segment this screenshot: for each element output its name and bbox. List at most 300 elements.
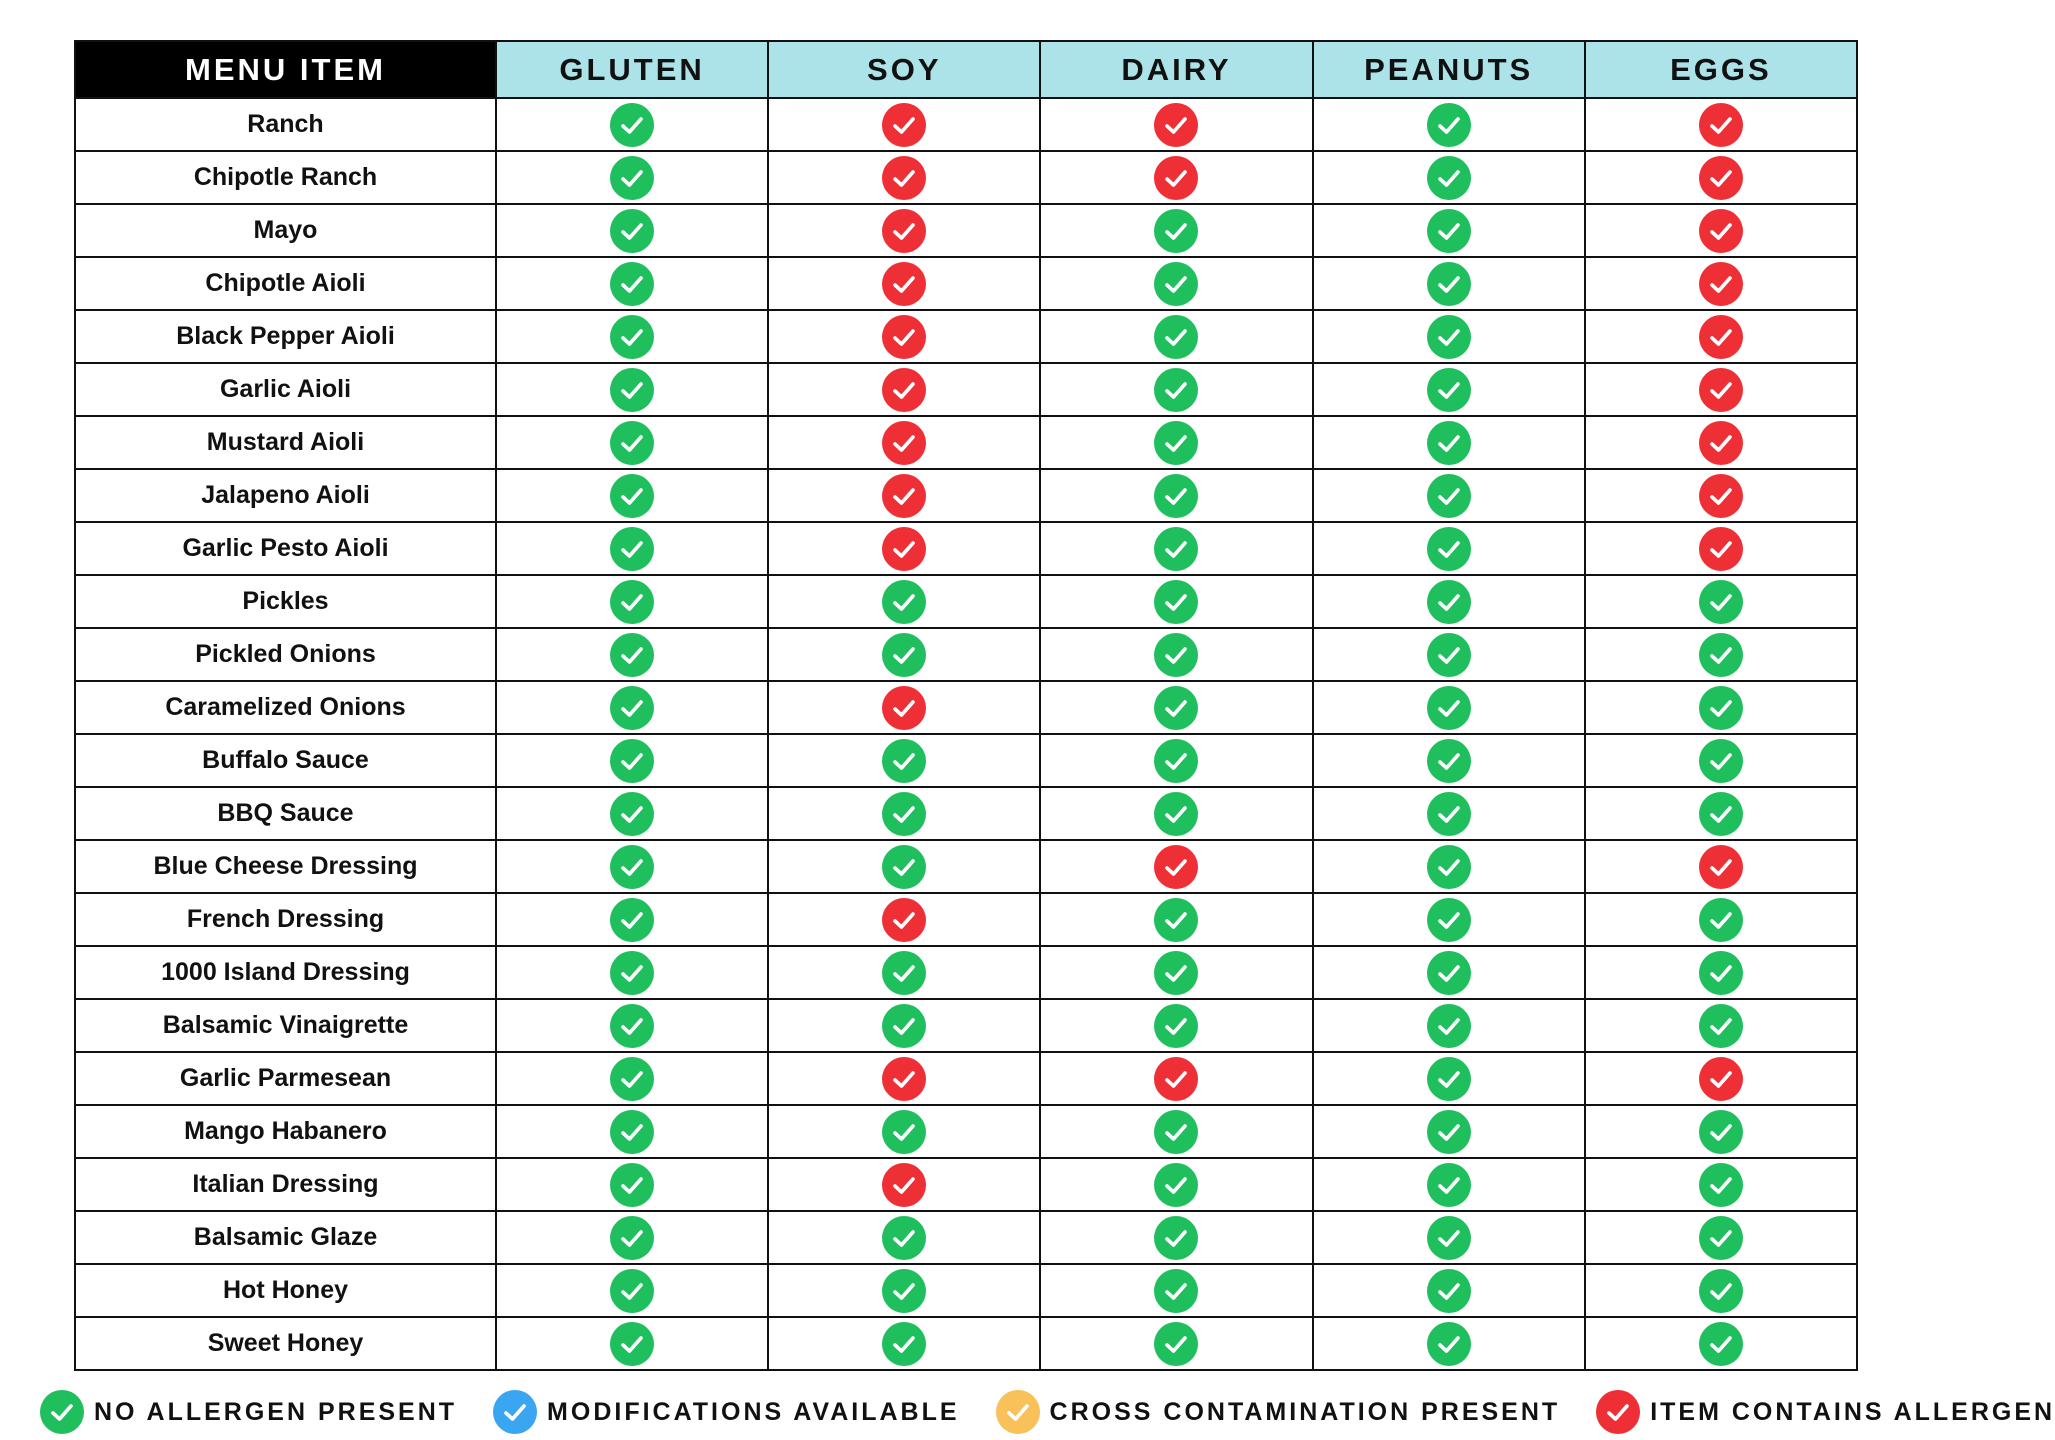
cell-peanuts [1313, 787, 1585, 840]
cell-soy [768, 151, 1040, 204]
cell-dairy [1040, 416, 1312, 469]
cell-gluten [496, 1105, 768, 1158]
menu-item-name: French Dressing [75, 893, 496, 946]
green-check-icon [610, 792, 654, 836]
menu-item-name: Hot Honey [75, 1264, 496, 1317]
cell-eggs [1585, 310, 1857, 363]
table-row [75, 1052, 1857, 1105]
green-check-icon [1154, 1216, 1198, 1260]
menu-item-name: Pickles [75, 575, 496, 628]
red-check-icon [1699, 845, 1743, 889]
cell-eggs [1585, 1211, 1857, 1264]
cell-eggs [1585, 1264, 1857, 1317]
menu-item-name: Blue Cheese Dressing [75, 840, 496, 893]
cell-dairy [1040, 204, 1312, 257]
cell-soy [768, 1211, 1040, 1264]
cell-soy [768, 522, 1040, 575]
legend-item [40, 1390, 457, 1434]
green-check-icon [1699, 792, 1743, 836]
cell-soy [768, 257, 1040, 310]
menu-item-name: Mango Habanero [75, 1105, 496, 1158]
table-row [75, 628, 1857, 681]
menu-item-name: Pickled Onions [75, 628, 496, 681]
table-row [75, 416, 1857, 469]
cell-eggs [1585, 522, 1857, 575]
red-check-icon [1154, 156, 1198, 200]
green-check-icon [1154, 421, 1198, 465]
green-check-icon [1427, 792, 1471, 836]
red-check-icon [1699, 474, 1743, 518]
green-check-icon [1154, 1004, 1198, 1048]
cell-dairy [1040, 151, 1312, 204]
cell-gluten [496, 469, 768, 522]
green-check-icon [610, 315, 654, 359]
green-check-icon [1427, 580, 1471, 624]
green-check-icon [882, 1216, 926, 1260]
green-check-icon [1154, 1110, 1198, 1154]
red-check-icon [882, 898, 926, 942]
green-check-icon [1427, 103, 1471, 147]
table-row [75, 469, 1857, 522]
menu-item-name: Garlic Parmesean [75, 1052, 496, 1105]
cell-soy [768, 1105, 1040, 1158]
green-check-icon [1427, 474, 1471, 518]
cell-peanuts [1313, 946, 1585, 999]
header-menu-item: MENU ITEM [75, 41, 496, 98]
green-check-icon [610, 527, 654, 571]
cell-peanuts [1313, 840, 1585, 893]
green-check-icon [1699, 1163, 1743, 1207]
cell-gluten [496, 681, 768, 734]
menu-item-name: Mustard Aioli [75, 416, 496, 469]
green-check-icon [1154, 898, 1198, 942]
cell-gluten [496, 151, 768, 204]
menu-item-name: Sweet Honey [75, 1317, 496, 1370]
blue-check-icon [493, 1390, 537, 1434]
cell-gluten [496, 416, 768, 469]
green-check-icon [882, 951, 926, 995]
table-row [75, 999, 1857, 1052]
table-row [75, 1264, 1857, 1317]
table-row [75, 681, 1857, 734]
table-row [75, 575, 1857, 628]
red-check-icon [1699, 315, 1743, 359]
green-check-icon [1427, 209, 1471, 253]
cell-gluten [496, 893, 768, 946]
red-check-icon [882, 474, 926, 518]
table-row [75, 522, 1857, 575]
green-check-icon [610, 368, 654, 412]
cell-dairy [1040, 469, 1312, 522]
cell-soy [768, 1052, 1040, 1105]
cell-soy [768, 98, 1040, 151]
green-check-icon [1427, 368, 1471, 412]
green-check-icon [1427, 1216, 1471, 1260]
green-check-icon [610, 580, 654, 624]
red-check-icon [882, 368, 926, 412]
header-eggs: EGGS [1585, 41, 1857, 98]
cell-eggs [1585, 575, 1857, 628]
green-check-icon [1699, 1322, 1743, 1366]
cell-eggs [1585, 840, 1857, 893]
cell-soy [768, 575, 1040, 628]
green-check-icon [1427, 1110, 1471, 1154]
cell-eggs [1585, 893, 1857, 946]
cell-gluten [496, 734, 768, 787]
green-check-icon [1427, 1004, 1471, 1048]
cell-peanuts [1313, 1105, 1585, 1158]
green-check-icon [40, 1390, 84, 1434]
table-body [75, 98, 1857, 1370]
menu-item-name: Mayo [75, 204, 496, 257]
cell-eggs [1585, 1105, 1857, 1158]
green-check-icon [882, 845, 926, 889]
green-check-icon [1699, 1216, 1743, 1260]
green-check-icon [882, 1004, 926, 1048]
green-check-icon [610, 103, 654, 147]
allergen-table [74, 40, 1858, 1371]
cell-peanuts [1313, 999, 1585, 1052]
green-check-icon [1154, 527, 1198, 571]
menu-item-name: Garlic Aioli [75, 363, 496, 416]
cell-soy [768, 1158, 1040, 1211]
cell-dairy [1040, 1211, 1312, 1264]
cell-soy [768, 310, 1040, 363]
red-check-icon [882, 527, 926, 571]
cell-gluten [496, 1158, 768, 1211]
cell-gluten [496, 1317, 768, 1370]
green-check-icon [1154, 315, 1198, 359]
menu-item-name: Buffalo Sauce [75, 734, 496, 787]
legend-label: ITEM CONTAINS ALLERGEN [1650, 1397, 2055, 1426]
cell-peanuts [1313, 681, 1585, 734]
green-check-icon [1699, 1004, 1743, 1048]
table-row [75, 310, 1857, 363]
green-check-icon [610, 474, 654, 518]
legend-item [1596, 1390, 2055, 1434]
green-check-icon [882, 739, 926, 783]
green-check-icon [882, 792, 926, 836]
cell-peanuts [1313, 151, 1585, 204]
green-check-icon [1427, 421, 1471, 465]
red-check-icon [1699, 209, 1743, 253]
menu-item-name: Chipotle Aioli [75, 257, 496, 310]
green-check-icon [1427, 898, 1471, 942]
menu-item-name: Garlic Pesto Aioli [75, 522, 496, 575]
legend-label: MODIFICATIONS AVAILABLE [547, 1397, 960, 1426]
cell-soy [768, 893, 1040, 946]
green-check-icon [610, 951, 654, 995]
legend [40, 1390, 2055, 1434]
cell-dairy [1040, 999, 1312, 1052]
cell-gluten [496, 98, 768, 151]
cell-eggs [1585, 787, 1857, 840]
green-check-icon [1154, 792, 1198, 836]
cell-dairy [1040, 522, 1312, 575]
green-check-icon [1154, 209, 1198, 253]
red-check-icon [882, 262, 926, 306]
cell-peanuts [1313, 363, 1585, 416]
green-check-icon [1154, 739, 1198, 783]
cell-dairy [1040, 1158, 1312, 1211]
green-check-icon [1427, 686, 1471, 730]
menu-item-name: Italian Dressing [75, 1158, 496, 1211]
cell-peanuts [1313, 416, 1585, 469]
cell-soy [768, 840, 1040, 893]
cell-soy [768, 946, 1040, 999]
cell-eggs [1585, 628, 1857, 681]
green-check-icon [1699, 1110, 1743, 1154]
cell-peanuts [1313, 1264, 1585, 1317]
green-check-icon [1427, 315, 1471, 359]
cell-dairy [1040, 1264, 1312, 1317]
green-check-icon [1154, 951, 1198, 995]
red-check-icon [1699, 527, 1743, 571]
cell-peanuts [1313, 734, 1585, 787]
green-check-icon [610, 262, 654, 306]
table-row [75, 98, 1857, 151]
table-row [75, 151, 1857, 204]
green-check-icon [1427, 845, 1471, 889]
red-check-icon [882, 1057, 926, 1101]
cell-eggs [1585, 469, 1857, 522]
cell-eggs [1585, 1158, 1857, 1211]
green-check-icon [1427, 951, 1471, 995]
cell-dairy [1040, 946, 1312, 999]
header-row [75, 41, 1857, 98]
green-check-icon [1154, 633, 1198, 677]
cell-gluten [496, 946, 768, 999]
green-check-icon [1699, 633, 1743, 677]
green-check-icon [1427, 1269, 1471, 1313]
cell-gluten [496, 363, 768, 416]
green-check-icon [1699, 739, 1743, 783]
yellow-check-icon [996, 1390, 1040, 1434]
menu-item-name: 1000 Island Dressing [75, 946, 496, 999]
green-check-icon [1699, 1269, 1743, 1313]
green-check-icon [1427, 1163, 1471, 1207]
green-check-icon [1427, 262, 1471, 306]
cell-gluten [496, 999, 768, 1052]
cell-peanuts [1313, 257, 1585, 310]
red-check-icon [1699, 103, 1743, 147]
table-row [75, 734, 1857, 787]
cell-soy [768, 1317, 1040, 1370]
menu-item-name: Ranch [75, 98, 496, 151]
cell-eggs [1585, 416, 1857, 469]
cell-gluten [496, 522, 768, 575]
table-row [75, 787, 1857, 840]
legend-item [996, 1390, 1561, 1434]
cell-gluten [496, 310, 768, 363]
header-peanuts: PEANUTS [1313, 41, 1585, 98]
cell-soy [768, 1264, 1040, 1317]
green-check-icon [1154, 262, 1198, 306]
green-check-icon [610, 209, 654, 253]
cell-soy [768, 999, 1040, 1052]
table-row [75, 893, 1857, 946]
green-check-icon [882, 1110, 926, 1154]
cell-dairy [1040, 893, 1312, 946]
cell-gluten [496, 628, 768, 681]
green-check-icon [610, 1004, 654, 1048]
legend-label: CROSS CONTAMINATION PRESENT [1049, 1397, 1561, 1426]
cell-gluten [496, 257, 768, 310]
cell-peanuts [1313, 469, 1585, 522]
cell-peanuts [1313, 310, 1585, 363]
green-check-icon [610, 1163, 654, 1207]
cell-dairy [1040, 681, 1312, 734]
cell-dairy [1040, 628, 1312, 681]
green-check-icon [1427, 739, 1471, 783]
green-check-icon [1427, 633, 1471, 677]
red-check-icon [1596, 1390, 1640, 1434]
cell-dairy [1040, 1105, 1312, 1158]
cell-gluten [496, 1211, 768, 1264]
table-row [75, 363, 1857, 416]
cell-dairy [1040, 257, 1312, 310]
green-check-icon [610, 1322, 654, 1366]
cell-gluten [496, 840, 768, 893]
cell-soy [768, 363, 1040, 416]
red-check-icon [882, 686, 926, 730]
green-check-icon [1154, 1269, 1198, 1313]
cell-soy [768, 681, 1040, 734]
menu-item-name: Balsamic Vinaigrette [75, 999, 496, 1052]
red-check-icon [1699, 262, 1743, 306]
cell-gluten [496, 787, 768, 840]
green-check-icon [1699, 686, 1743, 730]
cell-eggs [1585, 257, 1857, 310]
green-check-icon [610, 686, 654, 730]
header-soy: SOY [768, 41, 1040, 98]
cell-peanuts [1313, 1052, 1585, 1105]
header-gluten: GLUTEN [496, 41, 768, 98]
green-check-icon [1699, 580, 1743, 624]
red-check-icon [882, 103, 926, 147]
table-row [75, 204, 1857, 257]
green-check-icon [1427, 527, 1471, 571]
cell-gluten [496, 1264, 768, 1317]
table-row [75, 1211, 1857, 1264]
green-check-icon [1154, 1322, 1198, 1366]
red-check-icon [882, 421, 926, 465]
cell-eggs [1585, 946, 1857, 999]
cell-dairy [1040, 575, 1312, 628]
menu-item-name: BBQ Sauce [75, 787, 496, 840]
red-check-icon [1699, 1057, 1743, 1101]
legend-item [493, 1390, 960, 1434]
red-check-icon [1154, 103, 1198, 147]
header-dairy: DAIRY [1040, 41, 1312, 98]
red-check-icon [882, 209, 926, 253]
cell-dairy [1040, 787, 1312, 840]
cell-dairy [1040, 1052, 1312, 1105]
red-check-icon [1699, 421, 1743, 465]
green-check-icon [882, 1322, 926, 1366]
red-check-icon [1154, 1057, 1198, 1101]
green-check-icon [882, 633, 926, 677]
cell-eggs [1585, 363, 1857, 416]
cell-eggs [1585, 1052, 1857, 1105]
green-check-icon [882, 580, 926, 624]
cell-peanuts [1313, 1211, 1585, 1264]
green-check-icon [1699, 898, 1743, 942]
cell-dairy [1040, 98, 1312, 151]
green-check-icon [1427, 1057, 1471, 1101]
cell-eggs [1585, 734, 1857, 787]
cell-eggs [1585, 151, 1857, 204]
cell-peanuts [1313, 575, 1585, 628]
green-check-icon [610, 845, 654, 889]
cell-dairy [1040, 363, 1312, 416]
green-check-icon [882, 1269, 926, 1313]
green-check-icon [1427, 156, 1471, 200]
red-check-icon [882, 315, 926, 359]
menu-item-name: Balsamic Glaze [75, 1211, 496, 1264]
cell-peanuts [1313, 522, 1585, 575]
red-check-icon [1154, 845, 1198, 889]
red-check-icon [1699, 368, 1743, 412]
green-check-icon [610, 1110, 654, 1154]
cell-peanuts [1313, 893, 1585, 946]
green-check-icon [610, 1216, 654, 1260]
cell-soy [768, 628, 1040, 681]
cell-soy [768, 469, 1040, 522]
red-check-icon [1699, 156, 1743, 200]
green-check-icon [1154, 1163, 1198, 1207]
table-row [75, 1105, 1857, 1158]
green-check-icon [610, 156, 654, 200]
green-check-icon [1154, 474, 1198, 518]
cell-dairy [1040, 1317, 1312, 1370]
cell-gluten [496, 204, 768, 257]
table-row [75, 946, 1857, 999]
green-check-icon [1427, 1322, 1471, 1366]
cell-eggs [1585, 999, 1857, 1052]
cell-peanuts [1313, 628, 1585, 681]
cell-eggs [1585, 98, 1857, 151]
green-check-icon [610, 1057, 654, 1101]
green-check-icon [610, 633, 654, 677]
cell-peanuts [1313, 1317, 1585, 1370]
cell-eggs [1585, 1317, 1857, 1370]
green-check-icon [610, 898, 654, 942]
red-check-icon [882, 1163, 926, 1207]
cell-dairy [1040, 840, 1312, 893]
table-row [75, 1158, 1857, 1211]
red-check-icon [882, 156, 926, 200]
green-check-icon [1154, 368, 1198, 412]
cell-eggs [1585, 204, 1857, 257]
menu-item-name: Chipotle Ranch [75, 151, 496, 204]
green-check-icon [610, 1269, 654, 1313]
cell-eggs [1585, 681, 1857, 734]
green-check-icon [610, 739, 654, 783]
cell-soy [768, 204, 1040, 257]
cell-dairy [1040, 734, 1312, 787]
cell-dairy [1040, 310, 1312, 363]
menu-item-name: Jalapeno Aioli [75, 469, 496, 522]
legend-label: NO ALLERGEN PRESENT [94, 1397, 458, 1426]
cell-soy [768, 734, 1040, 787]
green-check-icon [1699, 951, 1743, 995]
menu-item-name: Black Pepper Aioli [75, 310, 496, 363]
green-check-icon [1154, 580, 1198, 624]
green-check-icon [610, 421, 654, 465]
cell-peanuts [1313, 1158, 1585, 1211]
cell-peanuts [1313, 98, 1585, 151]
